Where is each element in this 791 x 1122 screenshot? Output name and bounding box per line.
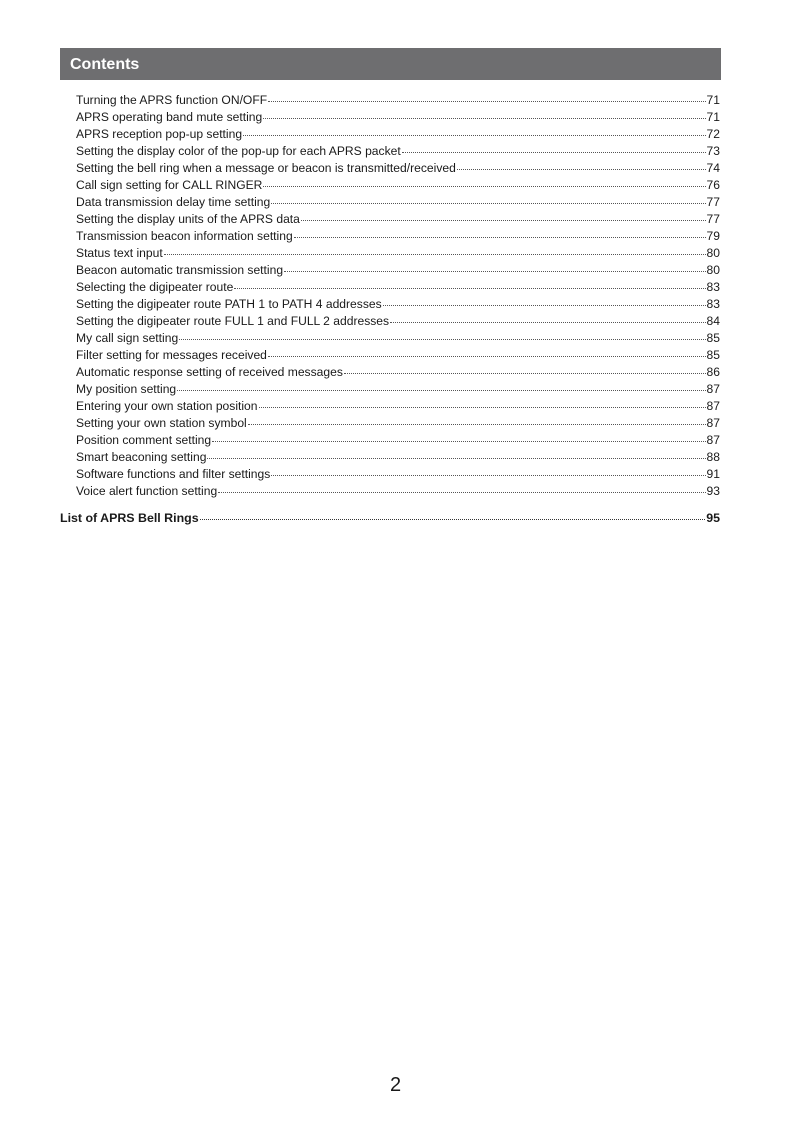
toc-entry-label: Position comment setting <box>76 433 212 447</box>
toc-entry[interactable] <box>76 228 720 245</box>
toc-leader-dots <box>263 176 705 187</box>
toc-entry[interactable] <box>76 330 720 347</box>
toc-entry[interactable] <box>76 296 720 313</box>
toc-entry[interactable] <box>76 109 720 126</box>
toc-entry-page: 85 <box>706 331 720 345</box>
toc-entry-label: Filter setting for messages received <box>76 348 267 362</box>
toc-leader-dots <box>268 91 705 102</box>
toc-entry-page: 87 <box>706 433 720 447</box>
toc-leader-dots <box>284 261 706 272</box>
toc-entry[interactable] <box>76 126 720 143</box>
toc-entry[interactable] <box>76 432 720 449</box>
toc-entry-label: Setting the bell ring when a message or beacon is transmitted/received <box>76 161 456 175</box>
toc-entry-label: Turning the APRS function ON/OFF <box>76 93 268 107</box>
toc-leader-dots <box>271 465 705 476</box>
toc-entry-page: 80 <box>706 246 720 260</box>
toc-entry-label: Automatic response setting of received messages <box>76 365 343 379</box>
toc-entry-label: APRS operating band mute setting <box>76 110 263 124</box>
toc-entry[interactable] <box>76 449 720 466</box>
toc-leader-dots <box>218 482 705 493</box>
toc-entry-page: 87 <box>706 382 720 396</box>
toc-leader-dots <box>259 397 706 408</box>
toc-entry[interactable] <box>76 466 720 483</box>
toc-entry-page: 79 <box>706 229 720 243</box>
toc-entry[interactable] <box>76 313 720 330</box>
toc-entry-label: Setting your own station symbol <box>76 416 247 430</box>
toc-entry-page: 72 <box>706 127 720 141</box>
toc-entry[interactable] <box>76 364 720 381</box>
toc-entry[interactable] <box>76 143 720 160</box>
toc-entry[interactable] <box>76 194 720 211</box>
toc-leader-dots <box>243 125 705 136</box>
toc-entry[interactable] <box>76 483 720 500</box>
toc-entry[interactable] <box>76 245 720 262</box>
toc-entry-page: 71 <box>706 93 720 107</box>
toc-entry[interactable] <box>76 279 720 296</box>
toc-entry[interactable] <box>76 262 720 279</box>
toc-entry-page: 80 <box>706 263 720 277</box>
toc-entry-page: 76 <box>706 178 720 192</box>
toc-entry-label: Selecting the digipeater route <box>76 280 234 294</box>
toc-entry-page: 73 <box>706 144 720 158</box>
toc-entry-page: 86 <box>706 365 720 379</box>
toc-list <box>76 92 720 500</box>
toc-leader-dots <box>207 448 705 459</box>
toc-leader-dots <box>179 329 705 340</box>
page-number: 2 <box>389 1074 402 1096</box>
toc-entry-label: Setting the digipeater route FULL 1 and FULL 2 addresses <box>76 314 390 328</box>
toc-entry-label: Smart beaconing setting <box>76 450 207 464</box>
toc-major-label: List of APRS Bell Rings <box>60 511 199 525</box>
toc-entry-label: Call sign setting for CALL RINGER <box>76 178 263 192</box>
toc-entry-label: Beacon automatic transmission setting <box>76 263 284 277</box>
toc-entry-page: 83 <box>706 280 720 294</box>
contents-header-bar <box>60 48 721 80</box>
toc-entry-page: 85 <box>706 348 720 362</box>
toc-entry-label: APRS reception pop-up setting <box>76 127 243 141</box>
toc-entry-page: 74 <box>706 161 720 175</box>
toc-leader-dots <box>200 509 706 520</box>
toc-entry-page: 87 <box>706 416 720 430</box>
toc-leader-dots <box>234 278 705 289</box>
toc-entry[interactable] <box>76 211 720 228</box>
toc-entry-label: Setting the digipeater route PATH 1 to PATH 4 addresses <box>76 297 382 311</box>
toc-entry-page: 77 <box>706 212 720 226</box>
toc-entry[interactable] <box>76 92 720 109</box>
toc-entry-page: 88 <box>706 450 720 464</box>
toc-entry-label: Voice alert function setting <box>76 484 218 498</box>
toc-entry-label: My call sign setting <box>76 331 179 345</box>
toc-entry-label: Setting the display color of the pop-up for each APRS packet <box>76 144 401 158</box>
toc-leader-dots <box>212 431 705 442</box>
toc-leader-dots <box>164 244 706 255</box>
toc-entry[interactable] <box>76 415 720 432</box>
toc-entry-label: Data transmission delay time setting <box>76 195 271 209</box>
toc-entry-page: 84 <box>706 314 720 328</box>
toc-leader-dots <box>402 142 706 153</box>
toc-entry-label: Software functions and filter settings <box>76 467 271 481</box>
toc-leader-dots <box>268 346 706 357</box>
toc-leader-dots <box>383 295 706 306</box>
toc-leader-dots <box>263 108 705 119</box>
toc-leader-dots <box>457 159 706 170</box>
toc-entry-page: 87 <box>706 399 720 413</box>
toc-leader-dots <box>301 210 706 221</box>
contents-title: Contents <box>70 56 140 73</box>
toc-entry-page: 77 <box>706 195 720 209</box>
toc-entry-page: 71 <box>706 110 720 124</box>
toc-entry-page: 91 <box>706 467 720 481</box>
toc-leader-dots <box>294 227 706 238</box>
toc-entry[interactable] <box>76 160 720 177</box>
toc-entry-label: Status text input <box>76 246 163 260</box>
toc-entry[interactable] <box>76 381 720 398</box>
toc-leader-dots <box>344 363 706 374</box>
toc-entry[interactable] <box>76 398 720 415</box>
toc-entry-page: 83 <box>706 297 720 311</box>
toc-major-page: 95 <box>706 511 720 525</box>
toc-entry-label: Entering your own station position <box>76 399 258 413</box>
toc-leader-dots <box>177 380 705 391</box>
toc-leader-dots <box>271 193 705 204</box>
toc-entry-label: My position setting <box>76 382 177 396</box>
toc-entry-label: Setting the display units of the APRS data <box>76 212 300 226</box>
toc-entry-page: 93 <box>706 484 720 498</box>
toc-entry[interactable] <box>76 177 720 194</box>
toc-leader-dots <box>248 414 706 425</box>
toc-leader-dots <box>390 312 705 323</box>
toc-major-entry[interactable] <box>60 510 720 527</box>
toc-entry[interactable] <box>76 347 720 364</box>
toc-entry-label: Transmission beacon information setting <box>76 229 293 243</box>
